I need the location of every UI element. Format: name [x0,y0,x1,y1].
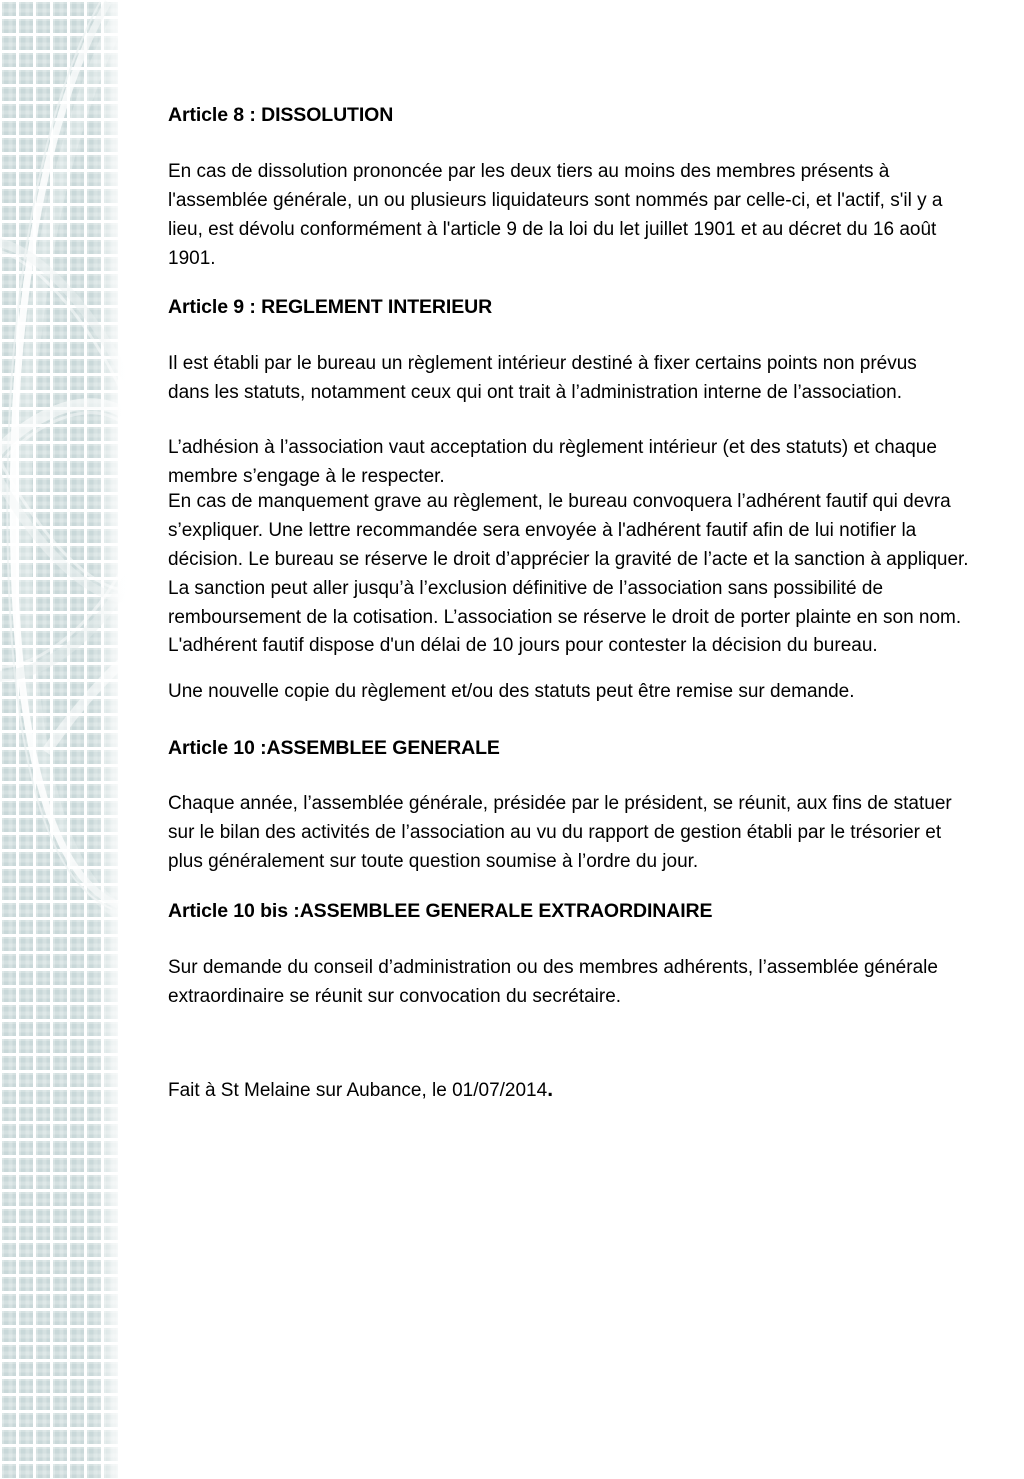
paragraph-article-9-1: Il est établi par le bureau un règlement intérieur destiné à fixer certains points non prévus dans les statuts, notamment ceux qui ont trait à l’administration interne de l’association. [168,353,917,403]
paragraph-article-9-4: Une nouvelle copie du règlement et/ou des statuts peut être remise sur demande. [168,681,855,702]
signature-line [168,1074,553,1106]
heading-article-10-bis: Article 10 bis :ASSEMBLEE GENERALE EXTRAORDINAIRE [168,900,713,922]
paragraph-article-9-3: En cas de manquement grave au règlement, le bureau convoquera l’adhérent fautif qui devra s’expliquer. Une lettre recommandée sera envoyée à l'adhérent fautif afin de lui notifier la décision. Le bureau se réserve le droit d’apprécier la gravité de l’acte et la sanction à appliquer. La sanction peut aller jusqu’à l’exclusion définitive de l’association sans possibilité de remboursement de la cotisation. L’association se réserve le droit de porter plainte en son nom. L'adhérent fautif dispose d'un délai de 10 jours pour contester la décision du bureau. [168,491,969,657]
decorative-sidebar [0,0,132,1479]
paragraph-article-8: En cas de dissolution prononcée par les deux tiers au moins des membres présents à l'assemblée générale, un ou plusieurs liquidateurs sont nommés par celle-ci, et l'actif, s'il y a lieu, est dévolu conformément à l'article 9 de la loi du let juillet 1901 et au décret du 16 août 1901. [168,161,943,269]
signature-text: Fait à St Melaine sur Aubance, le 01/07/2014 [168,1080,548,1101]
paragraph-article-10: Chaque année, l’assemblée générale, présidée par le président, se réunit, aux fins de statuer sur le bilan des activités de l’association au vu du rapport de gestion établi par le trésorier et plus généralement sur toute question soumise à l’ordre du jour. [168,793,952,872]
signature-terminator: . [547,1078,554,1101]
paragraph-article-10-bis: Sur demande du conseil d’administration ou des membres adhérents, l’assemblée générale extraordinaire se réunit sur convocation du secrétaire. [168,957,938,1007]
paragraph-article-9-2: L’adhésion à l’association vaut acceptation du règlement intérieur (et des statuts) et chaque membre s’engage à le respecter. [168,437,937,487]
sidebar-grid-pattern [0,0,118,1479]
heading-article-9: Article 9 : REGLEMENT INTERIEUR [168,296,493,318]
heading-article-8: Article 8 : DISSOLUTION [168,104,394,126]
heading-article-10: Article 10 :ASSEMBLEE GENERALE [168,737,500,759]
